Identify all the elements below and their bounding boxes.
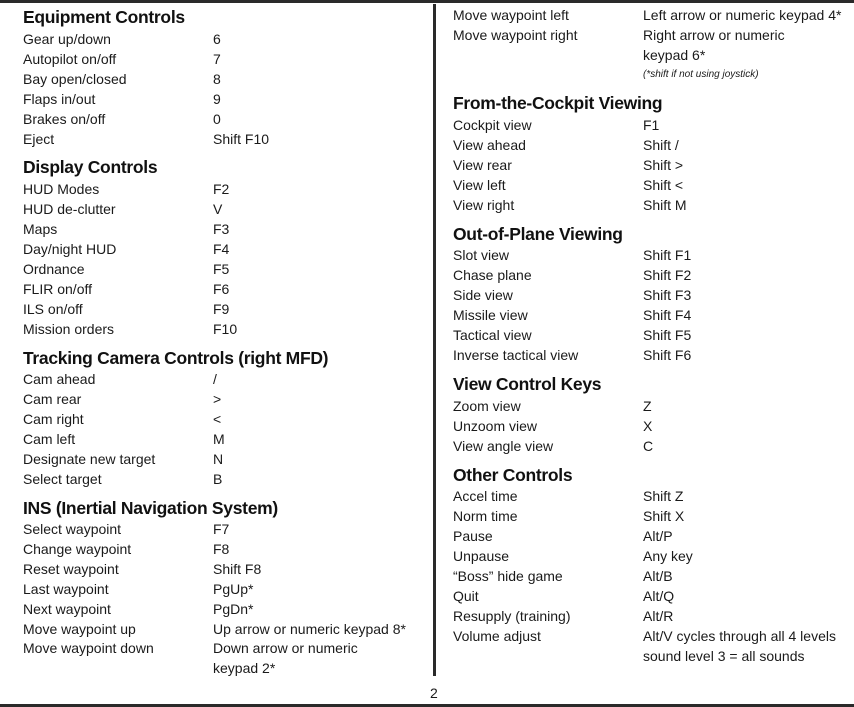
- key-binding: <: [213, 411, 222, 427]
- action-label: Mission orders: [23, 321, 115, 337]
- key-row: [23, 49, 221, 69]
- action-label: Tactical view: [453, 327, 532, 343]
- action-label: View left: [453, 177, 506, 193]
- key-binding: C: [643, 438, 654, 454]
- heading-out-of-plane-viewing: Out-of-Plane Viewing: [453, 224, 623, 244]
- key-binding-continuation: keypad 2*: [213, 660, 276, 676]
- key-row: [23, 69, 221, 89]
- key-row: [23, 638, 358, 658]
- key-row: [23, 619, 406, 639]
- action-label: Volume adjust: [453, 628, 541, 644]
- action-label: View angle view: [453, 438, 554, 454]
- key-row: [453, 195, 687, 215]
- key-row: [23, 519, 230, 539]
- key-row: [453, 155, 684, 175]
- joystick-footnote: (*shift if not using joystick): [643, 69, 759, 80]
- key-binding: Shift F5: [643, 327, 692, 343]
- key-binding: Alt/R: [643, 608, 674, 624]
- key-binding: >: [213, 391, 222, 407]
- action-label: View right: [453, 197, 515, 213]
- action-label: Flaps in/out: [23, 91, 96, 107]
- key-row: [23, 279, 230, 299]
- key-binding: N: [213, 451, 224, 467]
- key-row: [23, 299, 230, 319]
- action-label: View rear: [453, 157, 512, 173]
- action-label: Accel time: [453, 488, 518, 504]
- key-row: [23, 129, 270, 149]
- key-row: [453, 506, 685, 526]
- key-row: [453, 526, 673, 546]
- key-binding: Shift F1: [643, 247, 692, 263]
- action-label: Zoom view: [453, 398, 521, 414]
- action-label: Select waypoint: [23, 521, 122, 537]
- action-label: “Boss” hide game: [453, 568, 563, 584]
- key-binding: Up arrow or numeric keypad 8*: [213, 621, 406, 637]
- key-binding: Left arrow or numeric keypad 4*: [643, 7, 842, 23]
- key-binding: Shift X: [643, 508, 685, 524]
- action-label: Reset waypoint: [23, 561, 119, 577]
- key-binding: X: [643, 418, 653, 434]
- key-row: [23, 259, 230, 279]
- key-binding: PgUp*: [213, 581, 254, 597]
- action-label: Day/night HUD: [23, 241, 117, 257]
- action-label: Eject: [23, 131, 55, 147]
- action-label: Gear up/down: [23, 31, 111, 47]
- action-label: Unzoom view: [453, 418, 538, 434]
- action-label: Move waypoint right: [453, 27, 578, 43]
- heading-display-controls: Display Controls: [23, 157, 158, 177]
- action-label: Missile view: [453, 307, 528, 323]
- action-label: Cam left: [23, 431, 76, 447]
- action-label: Inverse tactical view: [453, 347, 579, 363]
- key-binding: F4: [213, 241, 230, 257]
- key-binding: F5: [213, 261, 230, 277]
- key-row: [453, 436, 654, 456]
- key-binding: Shift F2: [643, 267, 692, 283]
- key-row: [453, 305, 692, 325]
- key-binding-continuation: keypad 6*: [643, 47, 706, 63]
- action-label: Change waypoint: [23, 541, 132, 557]
- heading-tracking-camera-controls: Tracking Camera Controls (right MFD): [23, 348, 329, 368]
- key-binding: Alt/B: [643, 568, 673, 584]
- action-label: FLIR on/off: [23, 281, 93, 297]
- key-row: [23, 579, 254, 599]
- key-row: [23, 409, 222, 429]
- action-label: Bay open/closed: [23, 71, 127, 87]
- key-binding: Shift F3: [643, 287, 692, 303]
- key-binding: Alt/V cycles through all 4 levels: [643, 628, 836, 644]
- key-binding: Shift F10: [213, 131, 270, 147]
- action-label: Next waypoint: [23, 601, 111, 617]
- action-label: Cam right: [23, 411, 84, 427]
- key-row: [453, 265, 692, 285]
- key-row: [23, 29, 221, 49]
- action-label: Quit: [453, 588, 479, 604]
- key-row: [23, 559, 262, 579]
- key-binding: F9: [213, 301, 230, 317]
- key-binding-continuation: sound level 3 = all sounds: [643, 648, 805, 664]
- key-binding: Shift /: [643, 137, 679, 153]
- heading-cockpit-viewing: From-the-Cockpit Viewing: [453, 93, 663, 113]
- key-row: [453, 285, 692, 305]
- key-row: [453, 25, 785, 45]
- action-label: Ordnance: [23, 261, 85, 277]
- action-label: Slot view: [453, 247, 510, 263]
- key-binding: Shift <: [643, 177, 684, 193]
- key-binding: Right arrow or numeric: [643, 27, 785, 43]
- heading-equipment-controls: Equipment Controls: [23, 7, 185, 27]
- column-divider: [433, 4, 436, 676]
- top-border: [0, 0, 854, 3]
- key-row: [453, 486, 684, 506]
- action-label: Cockpit view: [453, 117, 532, 133]
- key-binding: Shift F4: [643, 307, 692, 323]
- key-binding: F10: [213, 321, 238, 337]
- key-binding: F1: [643, 117, 660, 133]
- key-binding: F2: [213, 181, 230, 197]
- action-label: Autopilot on/off: [23, 51, 117, 67]
- page-number: 2: [430, 685, 438, 701]
- action-label: Designate new target: [23, 451, 156, 467]
- key-binding: 8: [213, 71, 221, 87]
- action-label: Cam rear: [23, 391, 82, 407]
- key-row: [23, 219, 230, 239]
- key-binding: Shift F8: [213, 561, 262, 577]
- key-row: [23, 469, 223, 489]
- key-row: [453, 606, 674, 626]
- key-row: [453, 566, 673, 586]
- action-label: Resupply (training): [453, 608, 571, 624]
- key-row: [23, 429, 225, 449]
- key-binding: Alt/P: [643, 528, 673, 544]
- action-label: Move waypoint down: [23, 640, 154, 656]
- key-binding: B: [213, 471, 223, 487]
- key-binding: V: [213, 201, 223, 217]
- action-label: Unpause: [453, 548, 510, 564]
- heading-view-control-keys: View Control Keys: [453, 374, 602, 394]
- action-label: HUD de-clutter: [23, 201, 116, 217]
- key-binding: 6: [213, 31, 221, 47]
- action-label: Side view: [453, 287, 513, 303]
- key-binding: Z: [643, 398, 652, 414]
- key-row: [453, 135, 679, 155]
- key-binding: Alt/Q: [643, 588, 675, 604]
- action-label: Move waypoint left: [453, 7, 569, 23]
- action-label: View ahead: [453, 137, 526, 153]
- key-binding: F3: [213, 221, 230, 237]
- key-row: [453, 5, 842, 25]
- key-row: [453, 325, 692, 345]
- action-label: Maps: [23, 221, 58, 237]
- heading-ins: INS (Inertial Navigation System): [23, 498, 278, 518]
- key-binding: Shift >: [643, 157, 684, 173]
- key-binding: F8: [213, 541, 230, 557]
- key-binding: Shift F6: [643, 347, 692, 363]
- action-label: Chase plane: [453, 267, 532, 283]
- key-binding: Any key: [643, 548, 693, 564]
- key-binding: 9: [213, 91, 221, 107]
- heading-other-controls: Other Controls: [453, 465, 573, 485]
- key-binding: /: [213, 371, 217, 387]
- key-binding: PgDn*: [213, 601, 254, 617]
- key-row: [23, 369, 217, 389]
- key-row: [453, 396, 652, 416]
- key-binding: F7: [213, 521, 230, 537]
- key-binding: Shift M: [643, 197, 687, 213]
- key-row: [453, 626, 836, 646]
- key-row: [23, 89, 221, 109]
- key-row: [23, 389, 222, 409]
- key-row: [453, 175, 684, 195]
- action-label: HUD Modes: [23, 181, 100, 197]
- key-row: [23, 179, 230, 199]
- key-row: [453, 416, 653, 436]
- key-binding: F6: [213, 281, 230, 297]
- key-row: [23, 599, 254, 619]
- action-label: ILS on/off: [23, 301, 83, 317]
- key-row: [23, 239, 230, 259]
- key-row: [23, 449, 224, 469]
- action-label: Select target: [23, 471, 102, 487]
- key-row: [453, 345, 692, 365]
- action-label: Last waypoint: [23, 581, 109, 597]
- key-binding: Shift Z: [643, 488, 684, 504]
- action-label: Norm time: [453, 508, 518, 524]
- action-label: Cam ahead: [23, 371, 96, 387]
- action-label: Move waypoint up: [23, 621, 136, 637]
- key-row: [453, 115, 660, 135]
- key-row: [453, 586, 675, 606]
- key-row: [23, 199, 223, 219]
- key-binding: 7: [213, 51, 221, 67]
- key-row: [453, 546, 693, 566]
- key-binding: Down arrow or numeric: [213, 640, 358, 656]
- action-label: Pause: [453, 528, 493, 544]
- key-row: [453, 245, 692, 265]
- key-row: [23, 539, 230, 559]
- key-row: [23, 109, 221, 129]
- key-row: [23, 319, 238, 339]
- action-label: Brakes on/off: [23, 111, 106, 127]
- key-binding: 0: [213, 111, 221, 127]
- key-binding: M: [213, 431, 225, 447]
